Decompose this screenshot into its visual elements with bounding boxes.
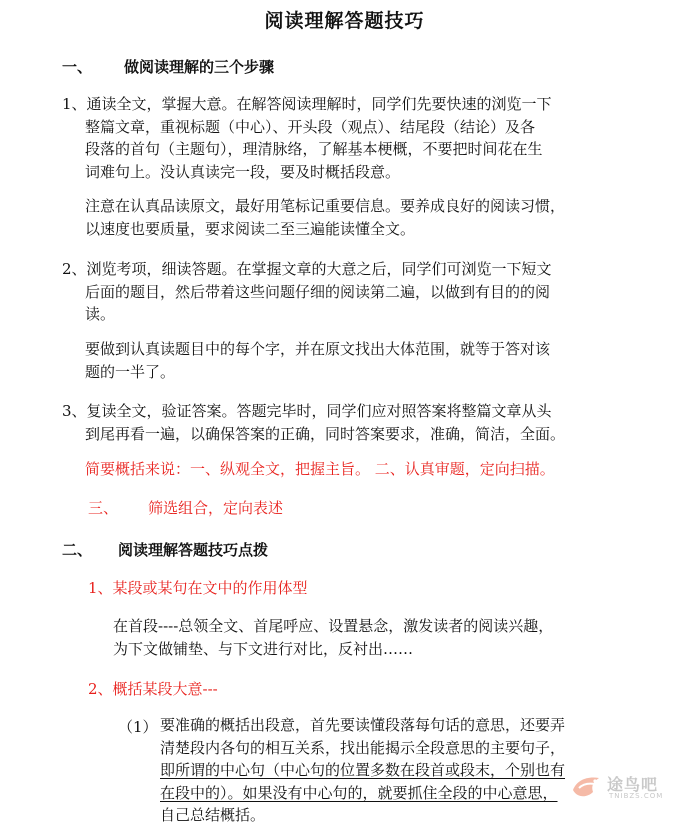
tip-2-line: 自己总结概括。 xyxy=(160,806,266,824)
step-3-line: 到尾再看一遍，以确保答案的正确，同时答案要求，准确，简洁，全面。 xyxy=(85,424,566,443)
watermark-subtext: TNIBZS.COM xyxy=(609,792,664,800)
tip-2-line: 要准确的概括出段意，首先要读懂段落每句话的意思，还要弄 xyxy=(160,716,566,734)
step-2-note-line: 题的一半了。 xyxy=(85,362,176,381)
step-1-line: 1、通读全文，掌握大意。在解答阅读理解时，同学们先要快速的浏览一下 xyxy=(62,95,552,113)
step-1-paragraph xyxy=(62,93,552,183)
summary-line-2 xyxy=(88,497,283,518)
step-2-note-line: 要做到认真读题目中的每个字，并在原文找出大体范围，就等于答对该 xyxy=(85,340,551,358)
step-1-note xyxy=(85,195,565,240)
step-1-line: 词难句上。没认真读完一段，要及时概括段意。 xyxy=(85,162,401,181)
section-1-number: 一、 xyxy=(62,58,93,76)
section-2-title: 阅读理解答题技巧点拨 xyxy=(118,541,269,559)
tip-1-line: 在首段----总领全文、首尾呼应、设置悬念，激发读者的阅读兴趣， xyxy=(113,617,554,635)
watermark-logo xyxy=(569,772,681,802)
section-1-heading xyxy=(62,56,274,77)
step-1-line: 段落的首句（主题句），理清脉络，了解基本梗概，不要把时间花在生 xyxy=(85,140,543,158)
step-2-line: 后面的题目，然后带着这些问题仔细的阅读第二遍，以做到有目的的阅 xyxy=(85,282,551,301)
tip-2-line: 即所谓的中心句（中心句的位置多数在段首或段末，个别也有 xyxy=(160,761,566,779)
tip-1-heading: 1、某段或某句在文中的作用体型 xyxy=(88,579,308,597)
step-2-note xyxy=(85,338,550,383)
summary-line-2-text: 筛选组合，定向表述 xyxy=(148,499,284,517)
step-2-paragraph xyxy=(62,258,552,326)
section-2-number: 二、 xyxy=(62,541,93,559)
step-2-line: 2、浏览考项，细读答题。在掌握文章的大意之后，同学们可浏览一下短文 xyxy=(62,260,552,278)
tip-2-line: 在段中的）。如果没有中心句的，就要抓住全段的中心意思， xyxy=(160,783,558,802)
summary-line-2-number: 三、 xyxy=(88,499,119,517)
tip-2-heading: 2、概括某段大意--- xyxy=(88,680,218,698)
section-1-title: 做阅读理解的三个步骤 xyxy=(124,58,275,76)
section-2-heading xyxy=(62,539,268,560)
step-2-line: 读。 xyxy=(85,305,116,323)
tip-2-item-number: （1） xyxy=(118,718,158,736)
tip-2-line: 清楚段内各句的相互关系，找出能揭示全段意思的主要句子， xyxy=(160,738,566,757)
watermark-text: 途鸟吧 xyxy=(607,775,659,794)
step-1-line: 整篇文章，重视标题（中心）、开头段（观点）、结尾段（结论）及各 xyxy=(85,117,536,136)
step-3-line: 3、复读全文，验证答案。答题完毕时，同学们应对照答案将整篇文章从头 xyxy=(62,402,552,420)
tip-2-body xyxy=(160,714,565,827)
step-1-note-line: 以速度也要质量，要求阅读二至三遍能读懂全文。 xyxy=(85,219,416,238)
page-title: 阅读理解答题技巧 xyxy=(264,10,425,32)
bird-logo-icon xyxy=(569,772,605,802)
tip-1-body xyxy=(113,615,553,660)
summary-line-1: 简要概括来说：一、纵观全文，把握主旨。 二、认真审题，定向扫描。 xyxy=(85,460,555,478)
step-1-note-line: 注意在认真品读原文，最好用笔标记重要信息。要养成良好的阅读习惯， xyxy=(85,197,566,215)
step-3-paragraph xyxy=(62,400,565,445)
tip-1-line: 为下文做铺垫、与下文进行对比，反衬出…… xyxy=(113,639,414,658)
